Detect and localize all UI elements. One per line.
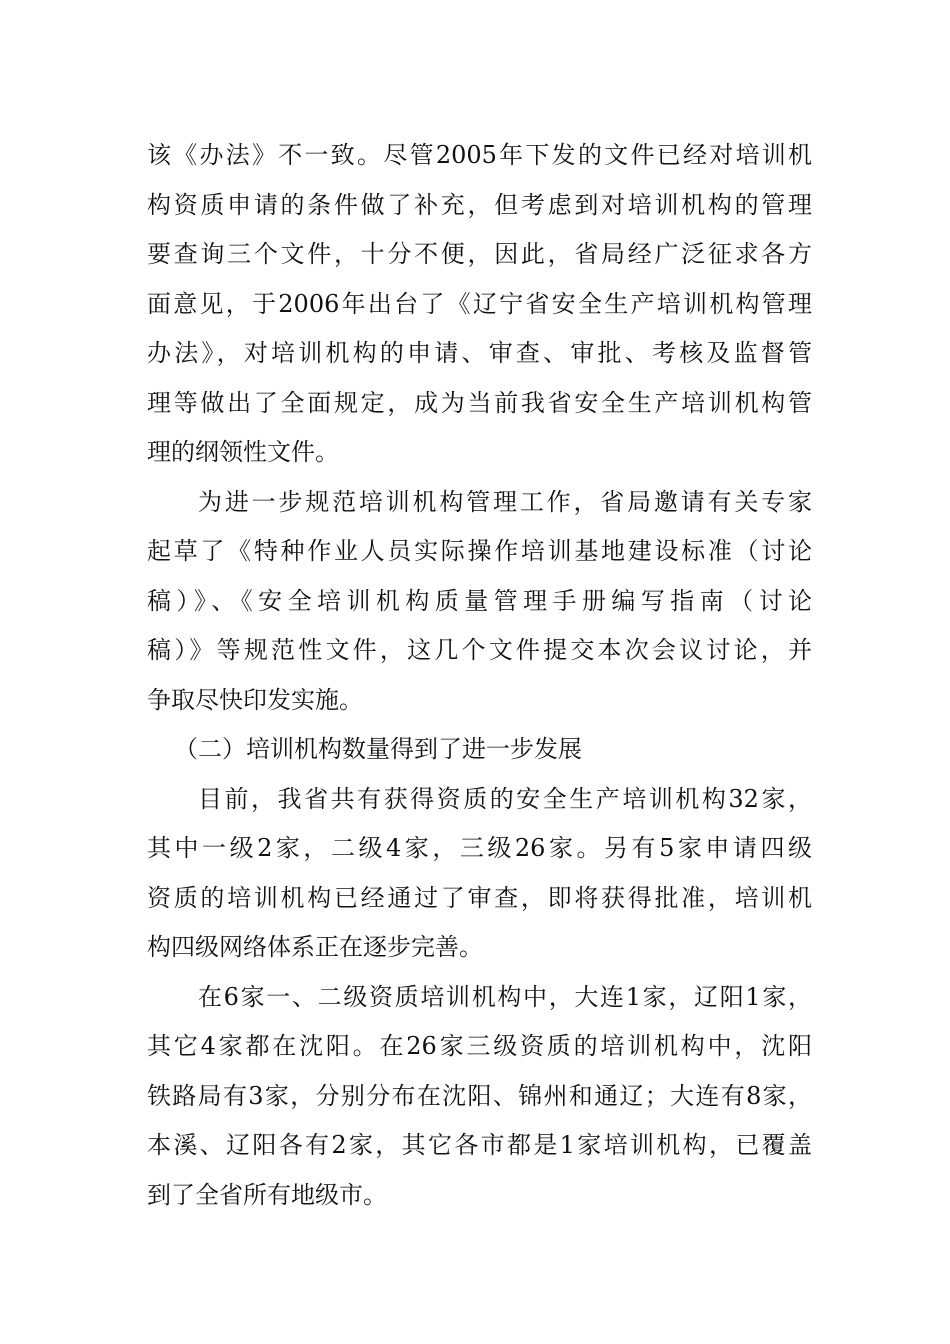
text-line: 稿）》等规范性文件，这几个文件提交本次会议讨论，并 — [147, 636, 812, 664]
text-line: 本溪、辽阳各有2家，其它各市都是1家培训机构，已覆盖 — [147, 1131, 812, 1159]
text-line: 到了全省所有地级市。 — [147, 1180, 387, 1209]
text-line: 争取尽快印发实施。 — [147, 685, 363, 714]
text-line: 目前，我省共有获得资质的安全生产培训机构32家， — [198, 784, 812, 813]
text-line: 为进一步规范培训机构管理工作，省局邀请有关专家 — [198, 487, 812, 516]
text-line: 办法》，对培训机构的申请、审查、审批、考核及监督管 — [147, 339, 812, 367]
text-line: 理的纲领性文件。 — [147, 438, 339, 466]
text-line: 理等做出了全面规定，成为当前我省安全生产培训机构管 — [147, 388, 812, 417]
text-line: 起草了《特种作业人员实际操作培训基地建设标准（讨论 — [147, 537, 812, 565]
text-line: 在6家一、二级资质培训机构中，大连1家，辽阳1家， — [198, 982, 812, 1011]
text-line: 其中一级2家，二级4家，三级26家。另有5家申请四级 — [147, 834, 812, 862]
text-line: 要查询三个文件，十分不便，因此，省局经广泛征求各方 — [147, 240, 812, 268]
text-line: 构四级网络体系正在逐步完善。 — [147, 933, 483, 961]
document-body — [147, 131, 812, 1220]
section-heading: （二）培训机构数量得到了进一步发展 — [174, 735, 582, 763]
text-line: 稿）》、《安全培训机构质量管理手册编写指南（讨论 — [147, 586, 812, 615]
text-line: 构资质申请的条件做了补充，但考虑到对培训机构的管理 — [147, 190, 812, 219]
text-line: 铁路局有3家，分别分布在沈阳、锦州和通辽；大连有8家， — [147, 1081, 812, 1110]
text-line: 资质的培训机构已经通过了审查，即将获得批准，培训机 — [147, 883, 812, 912]
text-line: 其它4家都在沈阳。在26家三级资质的培训机构中，沈阳 — [147, 1032, 812, 1060]
text-line: 面意见，于2006年出台了《辽宁省安全生产培训机构管理 — [147, 289, 812, 318]
text-line: 该《办法》不一致。尽管2005年下发的文件已经对培训机 — [147, 141, 812, 169]
